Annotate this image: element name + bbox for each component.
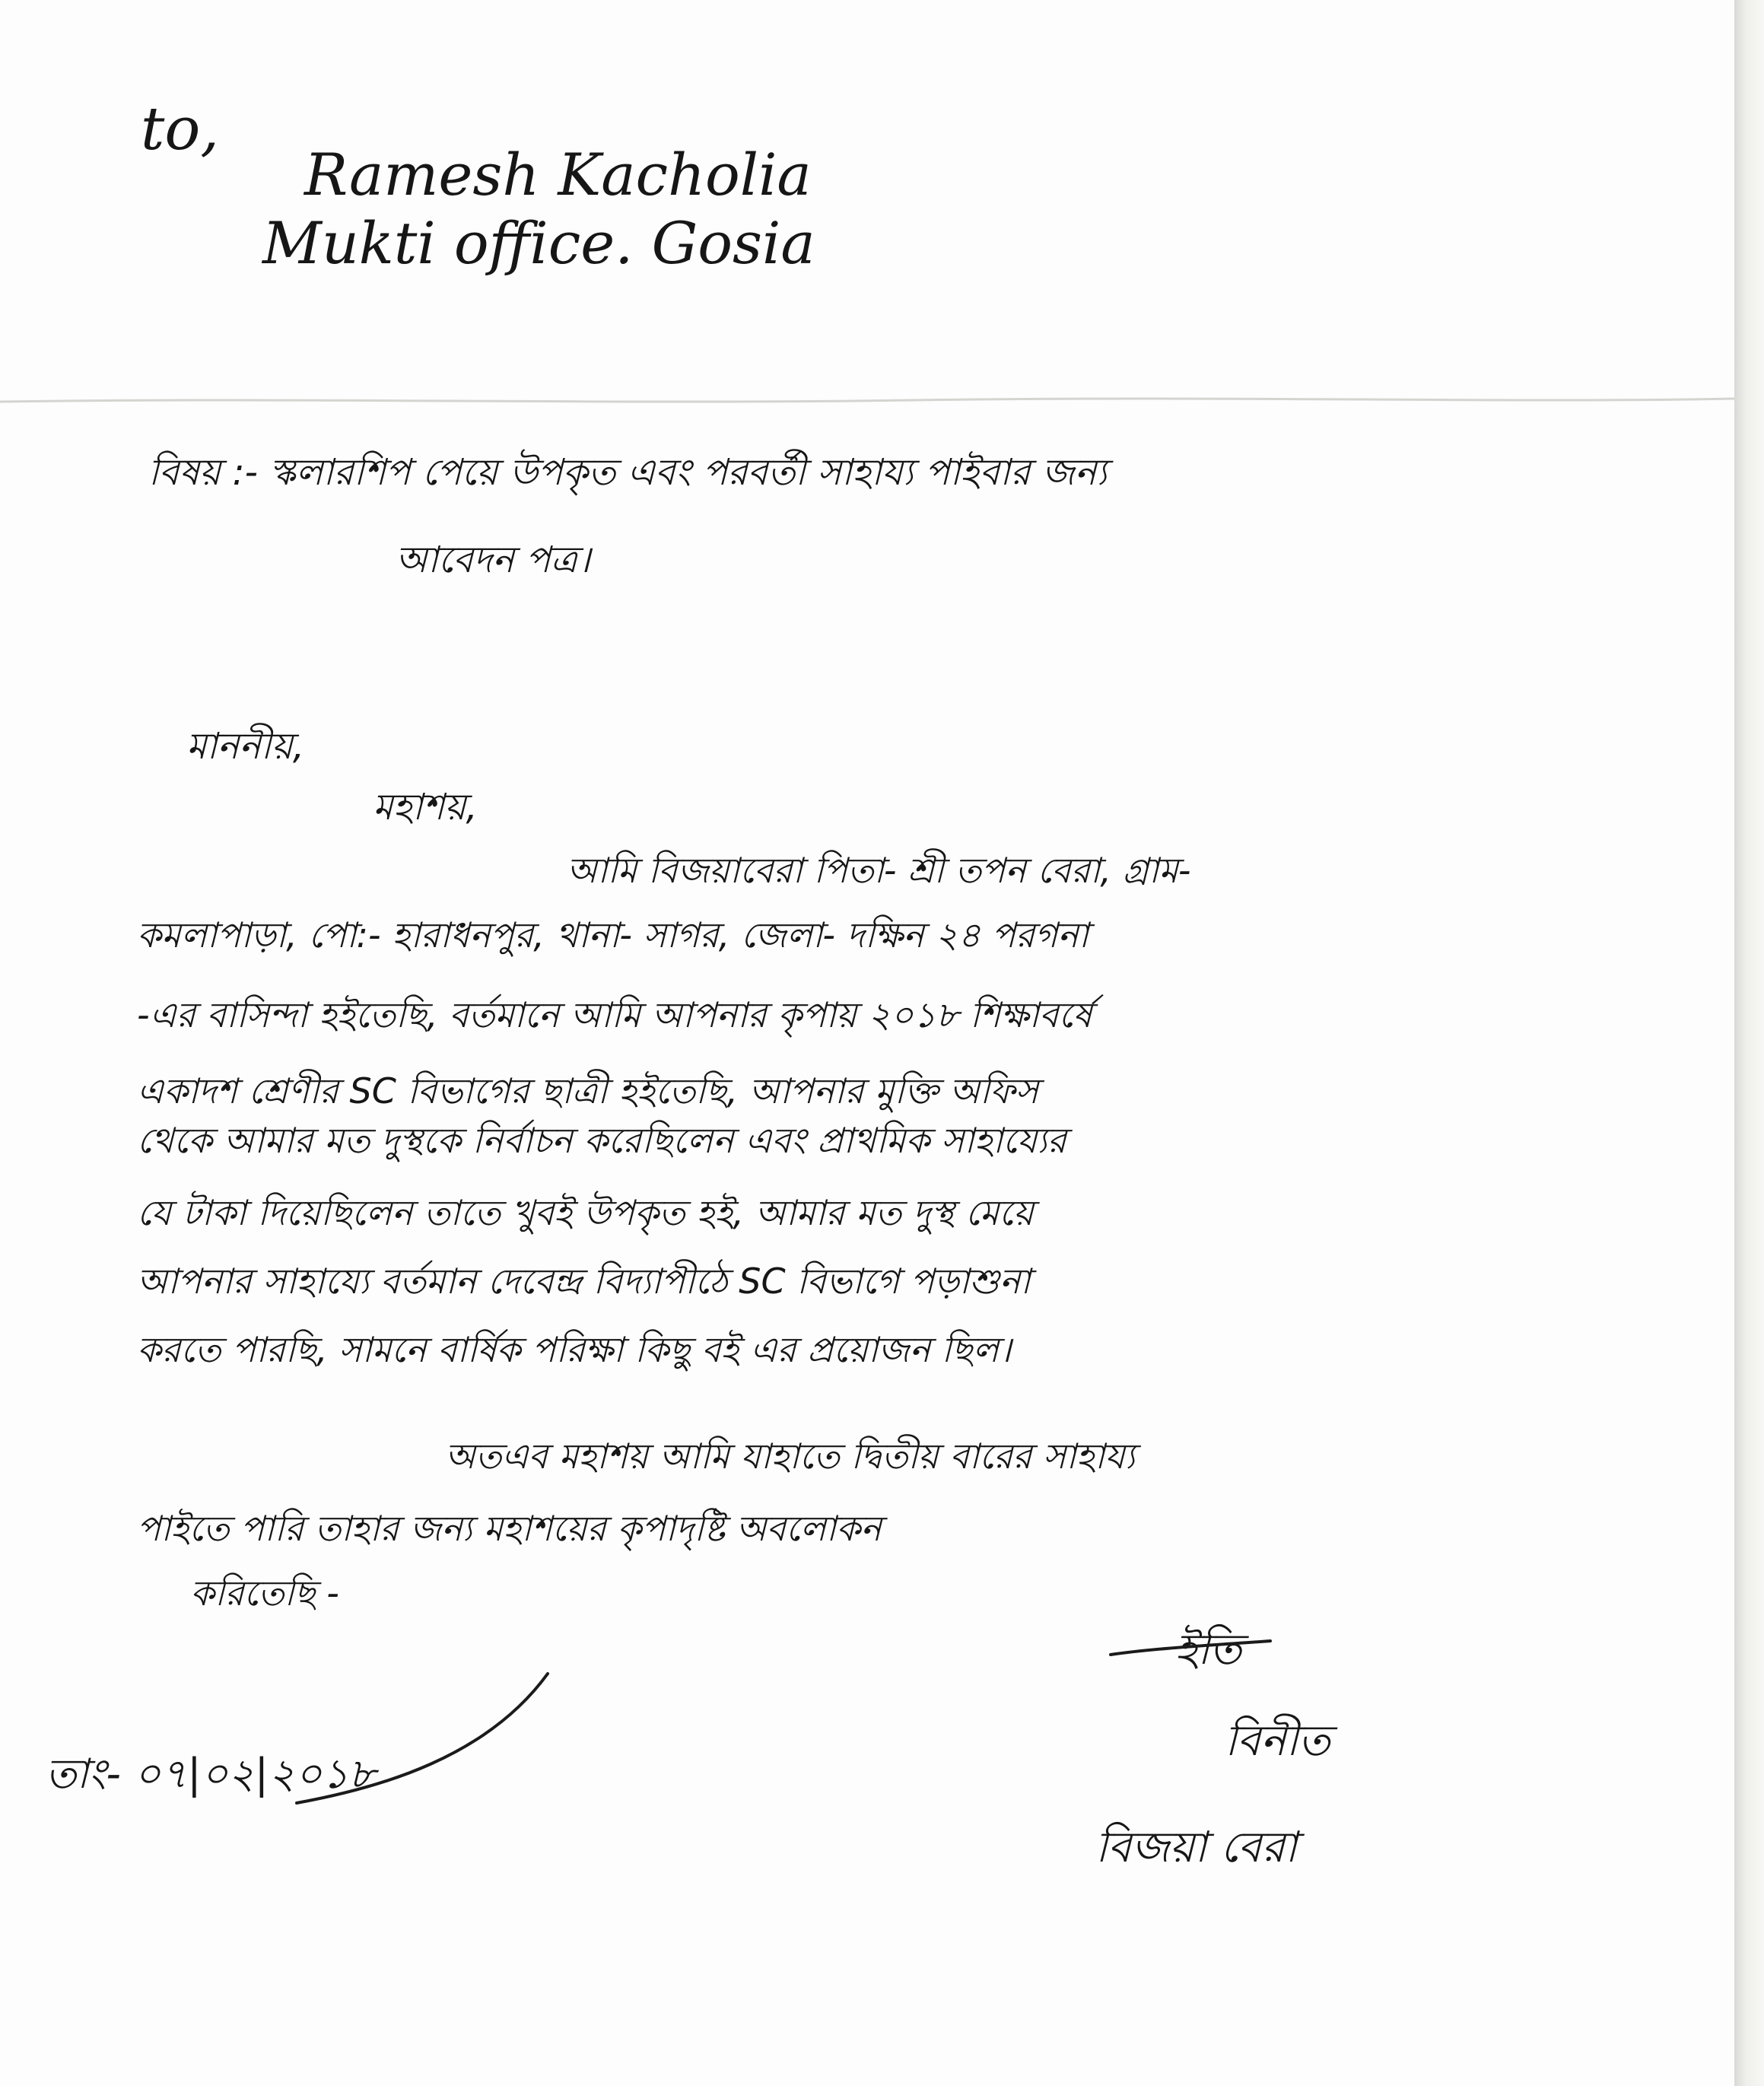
body-line: থেকে আমার মত দুস্থকে নির্বাচন করেছিলেন এবং প্রাথমিক সাহায্যের <box>137 1120 1066 1161</box>
request-line: করিতেছি - <box>190 1572 339 1614</box>
request-line: পাইতে পারি তাহার জন্য মহাশয়ের কৃপাদৃষ্টি অবলোকন <box>137 1508 882 1549</box>
body-line: যে টাকা দিয়েছিলেন তাতে খুবই উপকৃত হই, আমার মত দুস্থ মেয়ে <box>137 1192 1034 1233</box>
recipient-office: Mukti office. Gosia <box>262 209 815 277</box>
body-line: আমি বিজয়াবেরা পিতা- শ্রী তপন বেরা, গ্রাম- <box>567 850 1191 891</box>
body-line: আপনার সাহায্যে বর্তমান দেবেন্দ্র বিদ্যাপীঠে SC বিভাগে পড়াশুনা <box>137 1261 1031 1302</box>
recipient-name: Ramesh Kacholia <box>304 141 812 208</box>
body-line: করতে পারছি, সামনে বার্ষিক পরিক্ষা কিছু বই এর প্রয়োজন ছিল। <box>137 1329 1012 1370</box>
scanner-edge <box>1734 0 1764 2086</box>
salutation: মাননীয়, <box>186 725 305 768</box>
to-label: to, <box>141 95 220 164</box>
signature-name: বিজয়া বেরা <box>1095 1823 1298 1872</box>
subject-line-continued: আবেদন পত্র। <box>396 539 591 581</box>
paper-fold-line <box>0 396 1734 406</box>
closing-binito: বিনীত <box>1225 1716 1330 1766</box>
body-line: একাদশ শ্রেণীর SC বিভাগের ছাত্রী হইতেছি, আপনার মুক্তি অফিস <box>137 1070 1039 1111</box>
date-flourish <box>289 1658 563 1811</box>
salutation-sir: মহাশয়, <box>373 786 478 828</box>
body-line: কমলাপাড়া, পো:- হারাধনপুর, থানা- সাগর, জেলা- দক্ষিন ২৪ পরগনা <box>137 914 1089 956</box>
letter-date: তাং- ০৭|০২|২০১৮ <box>46 1750 376 1798</box>
body-line: -এর বাসিন্দা হইতেছি, বর্তমানে আমি আপনার কৃপায় ২০১৮ শিক্ষাবর্ষে <box>137 994 1092 1035</box>
request-line: অতএব মহাশয় আমি যাহাতে দ্বিতীয় বারের সাহায্য <box>445 1436 1136 1477</box>
subject-line: বিষয় :- স্কলারশিপ পেয়ে উপকৃত এবং পরবর্তী সাহায্য পাইবার জন্য <box>148 451 1108 494</box>
closing-iti: ইতি <box>1175 1625 1242 1674</box>
closing-flourish <box>1107 1632 1274 1662</box>
